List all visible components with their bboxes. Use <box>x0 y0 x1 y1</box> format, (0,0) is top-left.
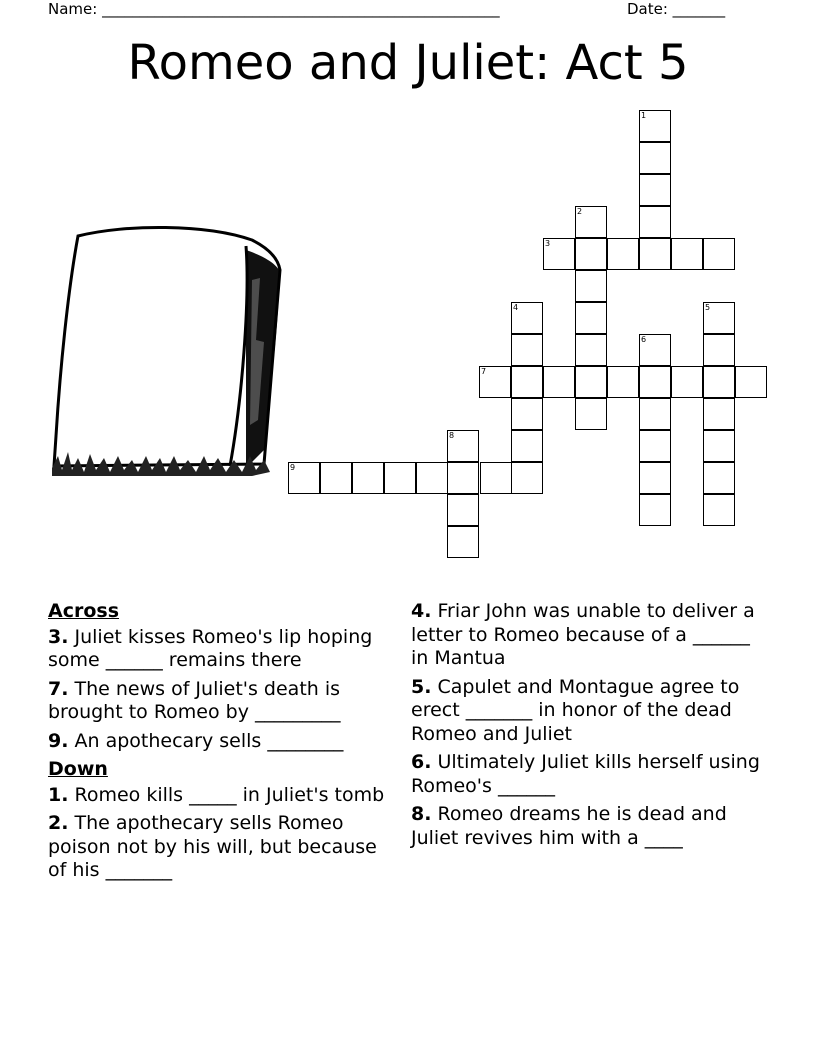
clue-down-6 <box>411 751 771 798</box>
grid-number-label: 3 <box>545 239 551 248</box>
clue-text: Ultimately Juliet kills herself using Romeo's ______ <box>411 751 760 797</box>
grid-cell[interactable] <box>543 366 575 398</box>
grid-cell[interactable] <box>575 302 607 334</box>
grid-cell[interactable] <box>639 366 671 398</box>
grid-cell[interactable] <box>639 142 671 174</box>
clue-number: 3. <box>48 625 69 648</box>
grid-cell[interactable] <box>607 238 639 270</box>
grid-cell[interactable] <box>703 334 735 366</box>
grid-cell[interactable] <box>639 494 671 526</box>
grid-number-label: 9 <box>290 463 296 472</box>
grid-cell[interactable] <box>703 462 735 494</box>
grid-number-label: 6 <box>641 335 647 344</box>
grid-number-label: 2 <box>577 207 583 216</box>
clues-left-column <box>48 600 398 888</box>
clue-text: An apothecary sells ________ <box>68 729 344 752</box>
clue-across-9 <box>48 730 398 754</box>
clue-number: 9. <box>48 729 69 752</box>
grid-cell[interactable] <box>575 270 607 302</box>
clue-text: Romeo kills _____ in Juliet's tomb <box>68 783 385 806</box>
clue-text: The apothecary sells Romeo poison not by his will, but because of his _______ <box>48 812 377 881</box>
grid-cell[interactable] <box>703 398 735 430</box>
grid-cell[interactable] <box>384 462 416 494</box>
clue-number: 8. <box>411 803 432 825</box>
date-field-label: Date: _______ <box>627 0 726 18</box>
down-heading: Down <box>48 758 108 780</box>
grid-cell[interactable] <box>511 462 543 494</box>
grid-cell[interactable] <box>639 238 671 270</box>
grid-number-label: 1 <box>641 111 647 120</box>
clue-number: 4. <box>411 600 432 622</box>
grid-cell[interactable] <box>735 366 767 398</box>
clue-text: The news of Juliet's death is brought to Romeo by _________ <box>48 677 341 723</box>
grid-cell[interactable] <box>671 366 703 398</box>
grid-cell[interactable] <box>511 430 543 462</box>
grid-number-label: 8 <box>449 431 455 440</box>
clue-number: 6. <box>411 751 432 773</box>
clue-down-8 <box>411 803 771 850</box>
clues-right-column <box>411 600 771 855</box>
grid-cell[interactable] <box>447 494 479 526</box>
grid-cell[interactable] <box>639 398 671 430</box>
grid-cell[interactable] <box>575 334 607 366</box>
name-field-label: Name: _____________________________________________________ <box>48 0 500 18</box>
clue-number: 5. <box>411 675 432 698</box>
clue-number: 2. <box>48 812 69 834</box>
clue-across-7 <box>48 678 398 725</box>
clue-down-4 <box>411 600 771 671</box>
clue-down-1 <box>48 784 398 808</box>
clue-text: Romeo dreams he is dead and Juliet revives him with a ____ <box>411 803 727 849</box>
grid-cell[interactable] <box>703 430 735 462</box>
clue-number: 7. <box>48 677 69 700</box>
grid-cell[interactable] <box>511 334 543 366</box>
clue-text: Juliet kisses Romeo's lip hoping some ______ remains there <box>48 625 373 671</box>
grid-cell[interactable] <box>320 462 352 494</box>
grid-cell[interactable] <box>575 366 607 398</box>
grid-cell[interactable] <box>703 366 735 398</box>
grid-number-label: 5 <box>705 303 711 312</box>
grid-cell[interactable] <box>416 462 448 494</box>
grid-cell[interactable] <box>607 366 639 398</box>
grid-cell[interactable] <box>575 238 607 270</box>
across-heading: Across <box>48 600 120 622</box>
clue-text: Capulet and Montague agree to erect _______ in honor of the dead Romeo and Juliet <box>411 675 740 745</box>
page-title: Romeo and Juliet: Act 5 <box>127 35 689 91</box>
clue-across-3 <box>48 626 398 673</box>
grid-cell[interactable] <box>671 238 703 270</box>
clue-number: 1. <box>48 783 69 806</box>
clue-down-5 <box>411 676 771 747</box>
grid-cell[interactable] <box>447 526 479 558</box>
grid-cell[interactable] <box>447 462 479 494</box>
grid-cell[interactable] <box>639 462 671 494</box>
grid-number-label: 4 <box>513 303 519 312</box>
grid-cell[interactable] <box>639 430 671 462</box>
clue-text: Friar John was unable to deliver a letter to Romeo because of a ______ in Mantua <box>411 600 755 669</box>
grid-cell[interactable] <box>703 494 735 526</box>
grid-cell[interactable] <box>480 462 512 494</box>
grid-cell[interactable] <box>352 462 384 494</box>
grid-cell[interactable] <box>511 398 543 430</box>
grid-cell[interactable] <box>511 366 543 398</box>
grid-cell[interactable] <box>639 206 671 238</box>
grid-number-label: 7 <box>481 367 487 376</box>
grid-cell[interactable] <box>575 398 607 430</box>
grid-cell[interactable] <box>639 174 671 206</box>
grid-cell[interactable] <box>703 238 735 270</box>
clue-down-2 <box>48 812 398 883</box>
